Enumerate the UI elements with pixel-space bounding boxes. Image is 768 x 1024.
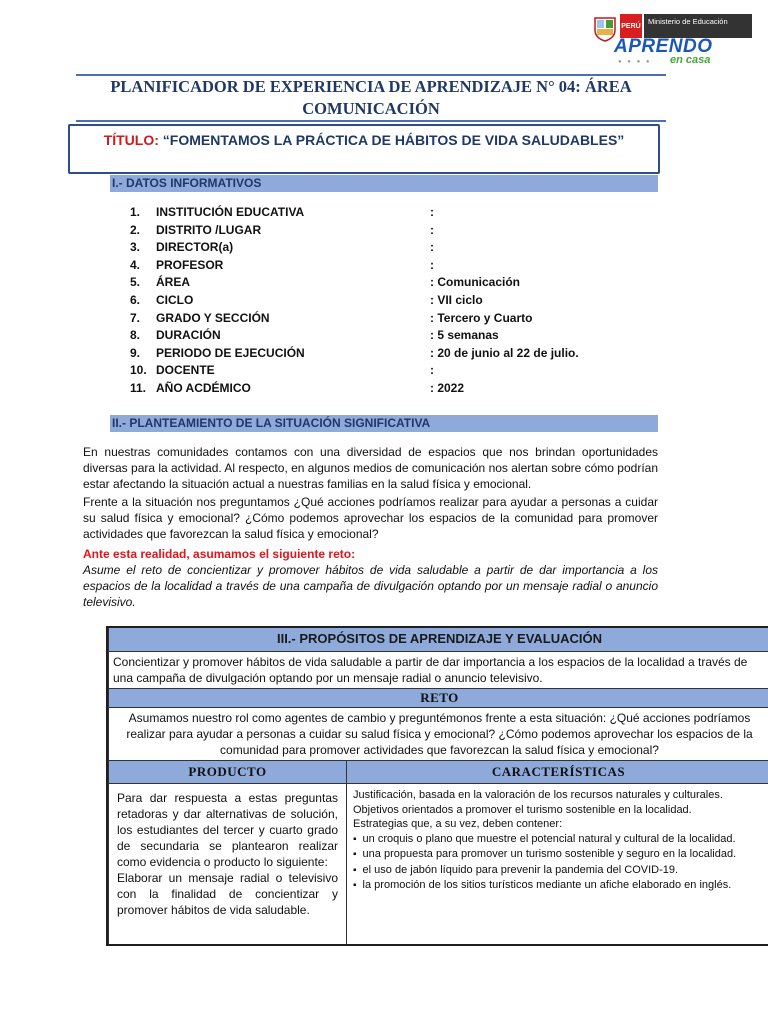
experience-title-box	[68, 124, 660, 174]
row-num: 6.	[130, 292, 141, 307]
row-num: 11.	[130, 380, 147, 395]
ministry-label: Ministerio de Educación	[644, 14, 752, 38]
document-title: PLANIFICADOR DE EXPERIENCIA DE APRENDIZAJE N° 04: ÁREA COMUNICACIÓN	[76, 74, 666, 122]
data-row	[130, 345, 650, 363]
purpose-text: Concientizar y promover hábitos de vida saludable a partir de dar importancia a los espacios de la localidad a través de una campaña de divulgación optando por un mensaje radial o anuncio televisivo.	[109, 652, 768, 689]
data-row	[130, 362, 650, 380]
list-item	[353, 832, 764, 848]
row-num: 7.	[130, 310, 141, 325]
row-label: PERIODO DE EJECUCIÓN	[156, 345, 305, 360]
row-value: : Tercero y Cuarto	[430, 310, 533, 325]
data-row	[130, 222, 650, 240]
bullet-text: el uso de jabón líquido para prevenir la pandemia del COVID-19.	[362, 863, 679, 876]
section-3-heading: III.- PROPÓSITOS DE APRENDIZAJE Y EVALUACIÓN	[109, 627, 768, 652]
row-num: 10.	[130, 363, 147, 378]
producto-cell	[109, 784, 347, 945]
brand-main: APRENDO	[614, 36, 713, 57]
row-value: : 20 de junio al 22 de julio.	[430, 345, 579, 360]
row-value: : 5 semanas	[430, 328, 499, 343]
row-value: :	[430, 222, 434, 237]
title-text: “FOMENTAMOS LA PRÁCTICA DE HÁBITOS DE VIDA SALUDABLES”	[158, 132, 625, 148]
reto-text: Asumamos nuestro rol como agentes de cambio y preguntémonos frente a esta situación: ¿Qué acciones podríamos realizar para ayudar a personas a cuidar su salud física y emocional? ¿Cómo podemos aprovechar los espacios de la comunidad para promover actividades que favorezcan la salud física y emocional?	[109, 708, 768, 761]
producto-text-2: Elaborar un mensaje radial o televisivo con la finalidad de concientizar y promover hábitos de vida saludable.	[117, 871, 338, 917]
data-row	[130, 310, 650, 328]
data-row	[130, 327, 650, 345]
data-row	[130, 257, 650, 275]
characteristics-list	[353, 788, 764, 894]
row-value: :	[430, 240, 434, 255]
data-row	[130, 274, 650, 292]
row-value: :	[430, 257, 434, 272]
row-label: AÑO ACDÉMICO	[156, 380, 251, 395]
row-label: ÁREA	[156, 275, 191, 290]
row-value: : VII ciclo	[430, 292, 483, 307]
row-label: PROFESOR	[156, 257, 224, 272]
brand-dots: ● ● ● ●	[618, 59, 652, 65]
row-label: INSTITUCIÓN EDUCATIVA	[156, 205, 305, 219]
data-row	[130, 292, 650, 310]
section-1-heading: I.- DATOS INFORMATIVOS	[110, 175, 658, 192]
situation-paragraph-2: Frente a la situación nos preguntamos ¿Qué acciones podríamos realizar para ayudar a personas a cuidar su salud física y emocional? ¿Cómo podemos aprovechar los espacios de la comunidad para promover actividades que favorezcan la salud física y emocional?	[83, 495, 658, 541]
row-num: 8.	[130, 328, 141, 343]
data-row	[130, 239, 650, 257]
challenge-intro: Ante esta realidad, asumamos el siguiente reto:	[83, 547, 356, 561]
challenge-text: Asume el reto de concientizar y promover hábitos de vida saludable a partir de dar importancia a los espacios de la localidad a través de una campaña de divulgación optando por un mensaje radial o anuncio televisivo.	[83, 563, 658, 609]
situation-paragraph-1: En nuestras comunidades contamos con una diversidad de espacios que nos brindan oportunidades diversas para la actividad. Al respecto, en algunos medios de comunicación nos alertan sobre cómo podrían estar afectando la situación actual a nuestras familias en la salud física y emocional.	[83, 445, 658, 491]
data-row	[130, 380, 650, 398]
row-num: 4.	[130, 257, 141, 272]
row-label: GRADO Y SECCIÓN	[156, 310, 270, 325]
peru-label: PERÚ	[620, 14, 642, 38]
row-num: 9.	[130, 345, 141, 360]
row-num: 2.	[130, 222, 141, 237]
row-num: 5.	[130, 275, 141, 290]
producto-text: Para dar respuesta a estas preguntas retadoras y dar alternativas de solución, los estudiantes del tercer y cuarto grado de secundaria se plantearon realizar como evidencia o producto lo siguiente:	[117, 791, 338, 869]
list-item: Justificación, basada en la valoración de los recursos naturales y culturales.	[353, 789, 723, 801]
reto-header: RETO	[109, 689, 768, 708]
aprendo-en-casa-logo	[592, 10, 754, 70]
row-value: :	[430, 205, 434, 219]
row-label: CICLO	[156, 292, 194, 307]
row-value: : 2022	[430, 380, 465, 395]
data-row	[130, 204, 650, 222]
bullet-text: un croquis o plano que muestre el potencial natural y cultural de la localidad.	[362, 832, 736, 845]
brand-sub: en casa	[670, 54, 711, 66]
caracteristicas-cell	[347, 784, 768, 945]
row-label: DURACIÓN	[156, 328, 221, 343]
row-num: 1.	[130, 205, 141, 219]
row-label: DIRECTOR(a)	[156, 240, 234, 255]
row-label: DISTRITO /LUGAR	[156, 222, 262, 237]
list-item: Objetivos orientados a promover el turismo sostenible en la localidad.	[353, 803, 692, 816]
list-item	[353, 847, 764, 863]
list-item: Estrategias que, a su vez, deben contener:	[353, 818, 563, 830]
bullet-text: la promoción de los sitios turísticos mediante un afiche elaborado en inglés.	[362, 879, 732, 891]
row-num: 3.	[130, 240, 141, 255]
bullet-text: una propuesta para promover un turismo sostenible y seguro en la localidad.	[362, 848, 737, 860]
purposes-table	[108, 626, 768, 945]
row-label: DOCENTE	[156, 363, 215, 378]
data-informativos-list	[130, 204, 650, 398]
row-value: : Comunicación	[430, 275, 521, 290]
producto-header: PRODUCTO	[109, 761, 347, 784]
row-value: :	[430, 363, 434, 378]
list-item	[353, 878, 764, 894]
list-item	[353, 863, 764, 879]
section-2-heading: II.- PLANTEAMIENTO DE LA SITUACIÓN SIGNIFICATIVA	[110, 415, 658, 432]
title-label: TÍTULO:	[103, 132, 159, 148]
caracteristicas-header: CARACTERÍSTICAS	[347, 761, 768, 784]
